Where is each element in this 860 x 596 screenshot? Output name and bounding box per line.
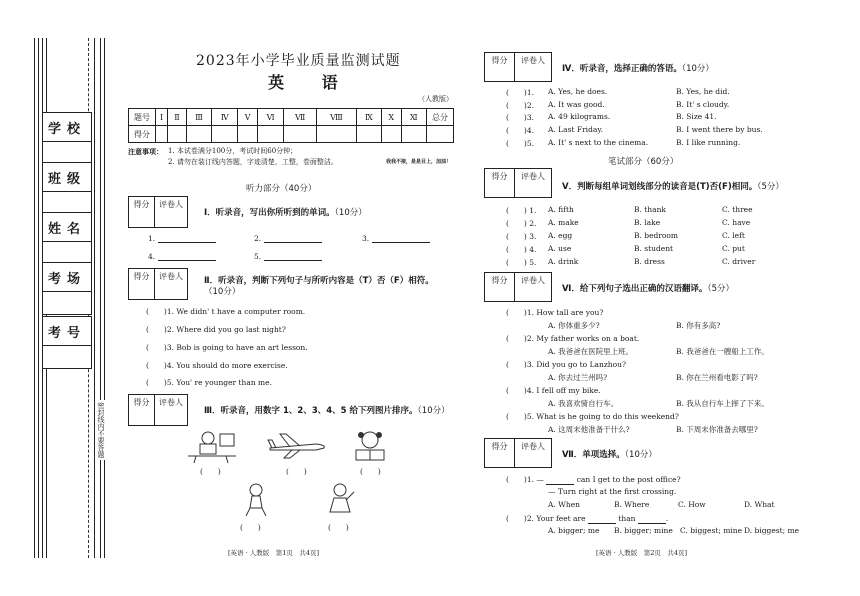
blank-1: 1. xyxy=(148,234,216,243)
note-1: 1. 本试卷满分100分，考试时间60分钟； xyxy=(168,147,298,155)
score-cell: Ⅺ xyxy=(401,109,427,126)
section-7-title: Ⅶ．单项选择。（10分） xyxy=(562,450,657,460)
sec5-q4-word-c: C. put xyxy=(722,244,745,253)
sec5-q3-word-c: C. left xyxy=(722,231,745,240)
sec6-q4-option-b[interactable]: B. 我从自行车上摔了下来。 xyxy=(676,399,769,408)
blank-2: 2. xyxy=(254,234,322,243)
sec4-q1-option-a[interactable]: A. Yes, he does. xyxy=(548,87,608,96)
score-input[interactable] xyxy=(238,126,258,143)
sec5-q5-word-b: B. dress xyxy=(634,257,665,266)
sec7-q1-option-d[interactable]: D. What xyxy=(744,500,775,509)
boy-skating-picture-icon xyxy=(242,482,272,518)
sec5-q1-word-c: C. three xyxy=(722,205,753,214)
written-header: 笔试部分（60分） xyxy=(608,157,679,167)
grader-box xyxy=(484,52,552,82)
grader-box xyxy=(484,272,552,302)
airplane-picture-icon xyxy=(266,430,328,460)
grader-box xyxy=(484,438,552,468)
grader-score-label: 得分 xyxy=(485,439,515,467)
sec7-q1: ( )1. — can I get to the post office? xyxy=(506,475,681,484)
sec5-q5-word-a: A. drink xyxy=(548,257,579,266)
sec7-q1-option-c[interactable]: C. How xyxy=(678,500,706,509)
score-input[interactable] xyxy=(427,126,454,143)
score-input[interactable] xyxy=(356,126,381,143)
sec2-item-2: ( )2. Where did you go last night? xyxy=(146,325,286,334)
grader-score-label: 得分 xyxy=(129,269,155,299)
sec4-q4-option-a[interactable]: A. Last Friday. xyxy=(548,125,603,134)
score-cell: Ⅳ xyxy=(212,109,238,126)
score-cell: 题号 xyxy=(129,109,156,126)
note-tail: 我我不接，是是目上，加油！ xyxy=(386,159,452,165)
sec4-q3-option-b[interactable]: B. Size 41. xyxy=(676,112,717,121)
score-table-header-row xyxy=(129,109,454,126)
class-label: 班级 xyxy=(42,162,92,192)
sec7-q2-option-a[interactable]: A. bigger; me xyxy=(548,526,600,535)
score-input[interactable] xyxy=(284,126,317,143)
sec7-q2: ( )2. Your feet are than . xyxy=(506,514,669,523)
sec5-q5-word-c: C. driver xyxy=(722,257,756,266)
name-label: 姓名 xyxy=(42,212,92,242)
grader-score-label: 得分 xyxy=(485,169,515,197)
blank-5: 5. xyxy=(254,252,322,261)
sec2-item-5: ( )5. You' re younger than me. xyxy=(146,378,272,387)
section-1-title: Ⅰ．听录音，写出你所听到的单词。（10分） xyxy=(204,208,367,218)
school-label: 学校 xyxy=(42,112,92,142)
sec4-q2-option-b[interactable]: B. It' s cloudy. xyxy=(676,100,730,109)
score-cell: 总分 xyxy=(427,109,454,126)
grader-box xyxy=(128,196,188,228)
score-cell: Ⅰ xyxy=(156,109,168,126)
page-2-footer: [英语 · 人教版 第2页 共4页] xyxy=(596,549,688,557)
score-table xyxy=(128,108,454,143)
sec6-q5-option-b[interactable]: B. 下周末你准备去哪里? xyxy=(676,425,758,434)
sec2-item-1: ( )1. We didn' t have a computer room. xyxy=(146,307,306,316)
grader-reviewer-label: 评卷人 xyxy=(521,172,545,181)
sec5-q3-word-b: B. bedroom xyxy=(634,231,679,240)
grader-score-label: 得分 xyxy=(129,197,155,227)
sec7-q2-option-b[interactable]: B. bigger; mine xyxy=(614,526,673,535)
sec4-q4-option-b[interactable]: B. I went there by bus. xyxy=(676,125,763,134)
sec5-q2-word-c: C. have xyxy=(722,218,751,227)
sec4-q1: ( )1. xyxy=(506,88,535,97)
section-3-title: Ⅲ．听录音，用数字 1、2、3、4、5 给下列图片排序。（10分） xyxy=(204,406,450,416)
note-2: 2. 请勿在装订线内答题，字迹清楚，工整，卷面整洁。 xyxy=(168,158,338,166)
seal-line-warning: 密封线内不要答题 xyxy=(97,402,105,458)
section-5-title: Ⅴ．判断每组单词划线部分的读音是(T)否(F)相同。（5分） xyxy=(562,182,784,192)
sec7-q1-option-a[interactable]: A. When xyxy=(548,500,580,509)
picture-answer-2[interactable]: ( ) xyxy=(286,467,307,476)
edition-label: （人教版） xyxy=(418,95,453,103)
sec2-item-3: ( )3. Bob is going to have an art lesson. xyxy=(146,343,308,352)
sec6-q3: ( )3. Did you go to Lanzhou? xyxy=(506,360,626,369)
sec7-q1-reply: — Turn right at the first crossing. xyxy=(548,487,677,496)
grader-box xyxy=(128,268,188,300)
sec7-q2-blank-2[interactable] xyxy=(638,523,666,524)
grader-score-label: 得分 xyxy=(485,53,515,81)
sec6-q1: ( )1. How tall are you? xyxy=(506,308,604,317)
sec7-q2-option-c[interactable]: C. biggest; mine xyxy=(680,526,743,535)
blank-4: 4. xyxy=(148,252,216,261)
subject-title: 英 语 xyxy=(268,73,354,92)
sec4-q3: ( )3. xyxy=(506,113,535,122)
sec7-q1-option-b[interactable]: B. Where xyxy=(614,500,650,509)
score-input[interactable] xyxy=(317,126,357,143)
grader-reviewer-label: 评卷人 xyxy=(521,276,545,285)
sec4-q5-option-b[interactable]: B. I like running. xyxy=(676,138,741,147)
grader-score-label: 得分 xyxy=(129,395,155,425)
exam-room-label: 考场 xyxy=(42,262,92,292)
sec7-q2-option-d[interactable]: D. biggest; me xyxy=(744,526,800,535)
section-6-title: Ⅵ．给下列句子选出正确的汉语翻译。（5分） xyxy=(562,284,735,294)
grader-score-label: 得分 xyxy=(485,273,515,301)
sec4-q5-option-a[interactable]: A. It' s next to the cinema. xyxy=(548,138,649,147)
score-cell: Ⅴ xyxy=(238,109,258,126)
exam-number-label: 考号 xyxy=(42,316,92,346)
score-input[interactable] xyxy=(212,126,238,143)
sec5-q1-word-a: A. fifth xyxy=(548,205,574,214)
grader-reviewer-label: 评卷人 xyxy=(159,398,183,407)
score-input[interactable] xyxy=(401,126,427,143)
picture-answer-1[interactable]: ( ) xyxy=(200,467,221,476)
sec5-q3-word-a: A. egg xyxy=(548,231,573,240)
grader-reviewer-label: 评卷人 xyxy=(521,56,545,65)
score-cell: Ⅹ xyxy=(382,109,401,126)
sec2-item-4: ( )4. You should do more exercise. xyxy=(146,361,288,370)
score-input[interactable] xyxy=(186,126,211,143)
blank-3: 3. xyxy=(362,234,430,243)
sec7-q2-blank-1[interactable] xyxy=(588,523,616,524)
score-input[interactable] xyxy=(156,126,168,143)
score-cell: Ⅱ xyxy=(168,109,187,126)
grader-reviewer-label: 评卷人 xyxy=(159,200,183,209)
sec4-q2: ( )2. xyxy=(506,101,535,110)
girl-singing-picture-icon xyxy=(326,482,356,518)
sec6-q4-option-a[interactable]: A. 我喜欢骑自行车。 xyxy=(548,399,619,408)
score-cell: Ⅸ xyxy=(356,109,381,126)
score-cell: Ⅲ xyxy=(186,109,211,126)
grader-reviewer-label: 评卷人 xyxy=(159,272,183,281)
score-row-label: 得分 xyxy=(129,126,156,143)
picture-answer-3[interactable]: ( ) xyxy=(360,467,381,476)
sec6-q1-option-b[interactable]: B. 你有多高? xyxy=(676,321,721,330)
sec4-q5: ( )5. xyxy=(506,139,535,148)
sec6-q4: ( )4. I fell off my bike. xyxy=(506,386,601,395)
sec7-q1-blank[interactable] xyxy=(546,484,574,485)
section-2-points: （10分） xyxy=(204,287,241,297)
grader-box xyxy=(484,168,552,198)
sec5-q1: ( ) 1. xyxy=(506,206,537,215)
grader-reviewer-label: 评卷人 xyxy=(521,442,545,451)
sec5-q4: ( ) 4. xyxy=(506,245,537,254)
sec6-q2-option-b[interactable]: B. 我爸爸在一艘船上工作。 xyxy=(676,347,769,356)
score-cell: Ⅵ xyxy=(257,109,283,126)
sec5-q4-word-a: A. use xyxy=(548,244,572,253)
picture-answer-5[interactable]: ( ) xyxy=(328,523,349,532)
sec5-q2: ( ) 2. xyxy=(506,219,537,228)
section-4-title: Ⅳ．听录音，选择正确的答语。（10分） xyxy=(562,64,714,74)
sec5-q1-word-b: B. thank xyxy=(634,205,666,214)
picture-answer-4[interactable]: ( ) xyxy=(240,523,261,532)
exam-title: 2023年小学毕业质量监测试题 xyxy=(196,53,401,69)
sec6-q2: ( )2. My father works on a boat. xyxy=(506,334,640,343)
girl-reading-picture-icon xyxy=(350,430,390,464)
sec4-q2-option-a[interactable]: A. It was good. xyxy=(548,100,605,109)
sec4-q3-option-a[interactable]: A. 49 kilograms. xyxy=(548,112,611,121)
notes-label: 注意事项： xyxy=(128,147,163,156)
sec6-q3-option-a[interactable]: A. 你去过兰州吗? xyxy=(548,373,608,382)
score-cell: Ⅶ xyxy=(284,109,317,126)
score-cell: Ⅷ xyxy=(317,109,357,126)
score-table-score-row xyxy=(129,126,454,143)
score-input[interactable] xyxy=(168,126,187,143)
sec6-q5-option-a[interactable]: A. 这周末他准备干什么? xyxy=(548,425,630,434)
listening-header: 听力部分（40分） xyxy=(246,184,317,194)
page-1-footer: [英语 · 人教版 第1页 共4页] xyxy=(228,549,320,557)
sec6-q5: ( )5. What is he going to do this weekend? xyxy=(506,412,679,421)
sec4-q4: ( )4. xyxy=(506,126,535,135)
exam-number-field[interactable] xyxy=(42,346,92,369)
score-input[interactable] xyxy=(257,126,283,143)
section-2-title: Ⅱ．听录音，判断下列句子与所听内容是（T）否（F）相符。 xyxy=(204,276,434,286)
sec5-q5: ( ) 5. xyxy=(506,258,537,267)
exam-room-field[interactable] xyxy=(42,292,92,315)
sec5-q3: ( ) 3. xyxy=(506,232,537,241)
sec4-q1-option-b[interactable]: B. Yes, he did. xyxy=(676,87,730,96)
sec5-q2-word-b: B. lake xyxy=(634,218,661,227)
sec5-q2-word-a: A. make xyxy=(548,218,579,227)
sec5-q4-word-b: B. student xyxy=(634,244,674,253)
sec6-q3-option-b[interactable]: B. 你在兰州看电影了吗? xyxy=(676,373,758,382)
boy-drawing-picture-icon xyxy=(186,430,238,464)
grader-box xyxy=(128,394,188,426)
score-input[interactable] xyxy=(382,126,401,143)
sec6-q1-option-a[interactable]: A. 你体重多少? xyxy=(548,321,600,330)
sec6-q2-option-a[interactable]: A. 我爸爸在医院里上班。 xyxy=(548,347,634,356)
